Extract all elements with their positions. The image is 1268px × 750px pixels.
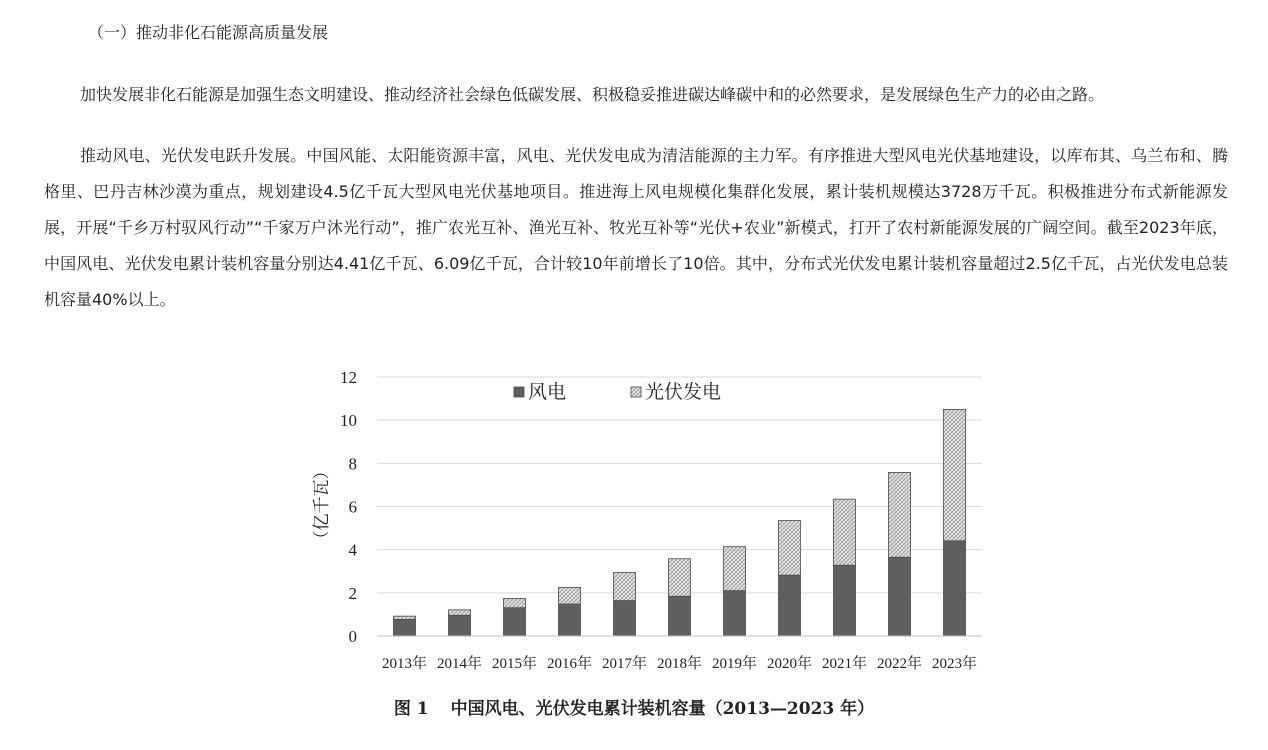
bar-solar xyxy=(834,499,856,565)
paragraph-wind-solar: 推动风电、光伏发电跃升发展。中国风能、太阳能资源丰富，风电、光伏发电成为清洁能源的主力军。有序推进大型风电光伏基地建设，以库布其、乌兰布和、腾格里、巴丹吉林沙漠为重点，规划建设4.5亿千瓦大型风电光伏基地项目。推进海上风电规模化集群化发展，累计装机规模达3728万千瓦。积极推进分布式新能源发展，开展“千乡万村驭风行动”“千家万户沐光行动”，推广农光互补、渔光互补、牧光互补等“光伏+农业”新模式，打开了农村新能源发展的广阔空间。截至2023年底，中国风电、光伏发电累计装机容量分别达4.41亿千瓦、6.09亿千瓦，合计较10年前增长了10倍。其中，分布式光伏发电累计装机容量超过2.5亿千瓦，占光伏发电总装机容量40%以上。 xyxy=(44,146,1228,309)
bar-wind xyxy=(944,541,966,636)
x-tick-label: 2019年 xyxy=(711,656,758,672)
section-heading: （一）推动非化石能源高质量发展 xyxy=(88,23,329,42)
y-tick-label: 4 xyxy=(348,540,357,560)
bar-solar xyxy=(669,559,691,597)
bar-wind xyxy=(614,601,636,636)
bar-solar xyxy=(504,598,526,607)
y-tick-label: 12 xyxy=(340,368,357,387)
x-tick-label: 2020年 xyxy=(766,656,813,672)
x-tick-label: 2022年 xyxy=(876,656,923,672)
bar-solar xyxy=(779,521,801,576)
y-tick-label: 6 xyxy=(348,497,357,517)
figure-caption xyxy=(0,696,1268,722)
legend xyxy=(514,381,721,403)
bar-solar xyxy=(614,573,636,601)
bar-solar xyxy=(724,547,746,591)
x-tick-label: 2023年 xyxy=(931,656,978,672)
bar-wind xyxy=(889,557,911,636)
bars xyxy=(394,409,966,636)
legend-swatch-solar xyxy=(631,387,641,397)
x-tick-label: 2016年 xyxy=(546,656,593,672)
figure-caption-text: 中国风电、光伏发电累计装机容量（2013—2023 年） xyxy=(450,699,875,719)
bar-solar xyxy=(449,610,471,615)
x-tick-label: 2018年 xyxy=(656,656,703,672)
bar-solar xyxy=(889,472,911,557)
axes xyxy=(340,368,982,672)
bar-solar xyxy=(944,409,966,540)
x-tick-label: 2014年 xyxy=(436,656,483,672)
x-tick-label: 2017年 xyxy=(601,656,648,672)
x-tick-label: 2013年 xyxy=(381,656,428,672)
bar-wind xyxy=(834,565,856,636)
bar-wind xyxy=(669,596,691,636)
figure-number: 图 1 xyxy=(393,699,429,719)
legend-label-solar: 光伏发电 xyxy=(645,382,722,403)
y-tick-label: 0 xyxy=(348,627,357,646)
x-tick-label: 2021年 xyxy=(821,656,868,672)
paragraph-intro: 加快发展非化石能源是加强生态文明建设、推动经济社会绿色低碳发展、积极稳妥推进碳达峰碳中和的必然要求，是发展绿色生产力的必由之路。 xyxy=(80,85,1105,104)
y-tick-label: 10 xyxy=(340,411,357,431)
bar-solar xyxy=(559,587,581,604)
chart-container xyxy=(300,360,1000,680)
legend-swatch-wind xyxy=(514,387,524,397)
bar-solar xyxy=(394,616,416,619)
y-tick-label: 2 xyxy=(348,583,357,603)
y-tick-label: 8 xyxy=(348,454,357,474)
bar-wind xyxy=(449,615,471,636)
bar-wind xyxy=(504,608,526,636)
bar-wind xyxy=(779,575,801,636)
bar-wind xyxy=(724,591,746,636)
x-tick-label: 2015年 xyxy=(491,656,538,672)
bar-wind xyxy=(394,619,416,636)
stacked-bar-chart xyxy=(300,360,1000,680)
y-axis-label: （亿千瓦） xyxy=(312,462,331,548)
bar-wind xyxy=(559,604,581,636)
legend-label-wind: 风电 xyxy=(528,382,567,403)
